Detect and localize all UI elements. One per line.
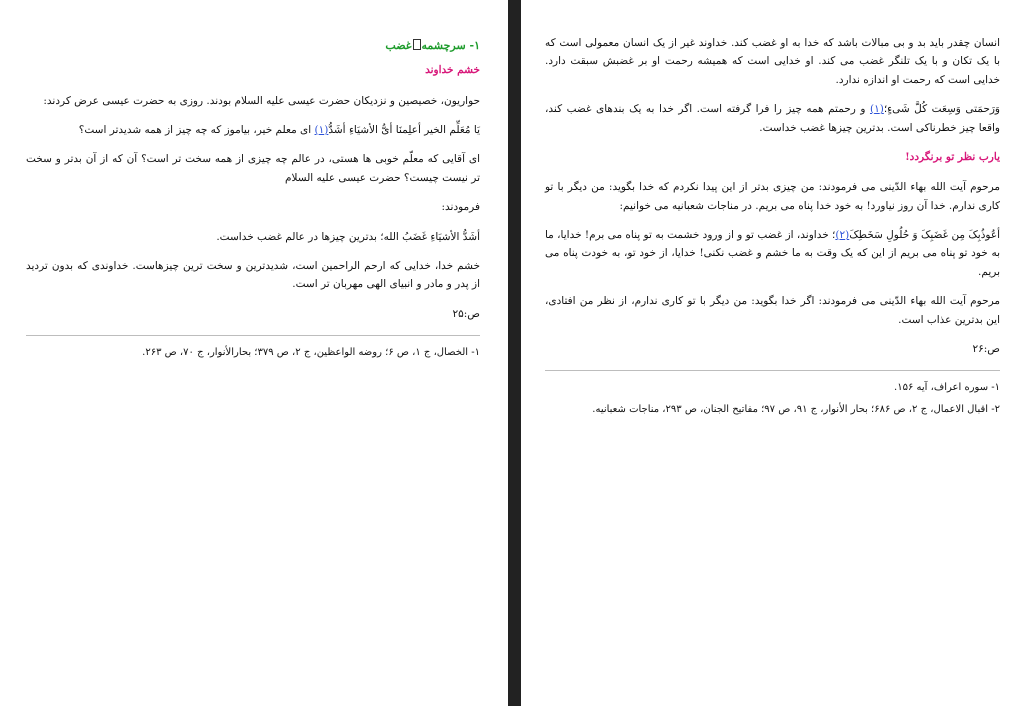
quran-quote: وَرَحمَتی وَسِعَت کُلَّ شَیءٍ؛ — [883, 103, 1001, 116]
left-page — [0, 0, 508, 706]
footnote: ۱- سوره اعراف، آیه ۱۵۶. — [894, 382, 1000, 394]
quote-translation: ای معلم خیر، بیاموز که چه چیز از همه شدیدتر است؟ — [78, 124, 312, 136]
paragraph: انسان چقدر باید بد و بی مبالات باشد که خدا به او غضب کند. خداوند غیر از یک انسان معمولی است که با یک تکان و با یک تلنگر غضب می کند. او خدایی است که همیشه رحمت او بر غضبش سبقت دارد. خدایی است که رحمت او اندازه ندارد. — [545, 37, 1000, 86]
heading-word: غضب — [385, 39, 412, 52]
missing-glyph-box — [413, 39, 421, 50]
paragraph: مرحوم آیت الله بهاء الدّینی می فرمودند: من چیزی بدتر از این پیدا نکردم که خدا بگوید: من دیگر با تو کاری ندارم. خدا آن روز نیاورد! به خود خدا پناه می بریم. در مناجات شعبانیه می خوانیم: — [545, 181, 1000, 212]
dua-paragraph — [545, 226, 1000, 281]
footnote-ref-link[interactable]: (۱) — [869, 103, 884, 116]
paragraph: حواریون، خصیصین و نزدیکان حضرت عیسی علیه السلام بودند. روزی به حضرت عیسی عرض کردند: — [43, 94, 480, 107]
chapter-heading — [26, 36, 480, 55]
page-gutter — [508, 0, 521, 706]
quran-quote-paragraph — [545, 100, 1000, 137]
footnote: ۲- اقبال الاعمال، ج ۲، ص ۶۸۶؛ بحار الأنوار، ج ۹۱، ص ۹۷؛ مفاتیح الجنان، ص ۲۹۳، مناجات شعبانیه. — [592, 403, 1000, 415]
quote-translation: و رحمتم همه چیز را فرا گرفته است. اگر خدا به یک بندهای غضب کند، واقعا چیز خطرناکی است. بدترین چیزها غضب خداست. — [545, 103, 1000, 134]
page-number: ص:۲۵ — [452, 307, 480, 320]
heading-number: ۱- سرچشمه — [421, 39, 480, 52]
paragraph: فرمودند: — [441, 201, 480, 214]
paragraph: ای آقایی که معلّم خوبی ها هستی، در عالم چه چیزی از همه سخت تر است؟ آن که از آن بدتر و سخت تر نیست چیست؟ حضرت عیسی علیه السلام — [26, 153, 480, 184]
paragraph: أشَدُّ الأشیَاءِ غَضَبُ الله؛ بدترین چیزها در عالم غضب خداست. — [216, 230, 480, 243]
right-page — [521, 0, 1024, 706]
paragraph: خشم خدا، خدایی که ارحم الراحمین است، شدیدترین و سخت ترین چیزهاست. خداوندی که بدون تردید از پدر و مادر و انبیای الهی مهربان تر است. — [26, 259, 480, 291]
footnote-divider — [26, 335, 480, 336]
dua-translation: ؛ خداوند، از غضب تو و از ورود خشمت به تو پناه می برم! خدایا، ما به خود تو پناه می بریم از این که یک وقت به ما خشم و غضب نکنی! خدایا، از خود تو، به خودت پناه می بریم. — [544, 229, 1000, 278]
arabic-dua: أعُوذُبِکَ مِن غَضَبِکَ وَ حُلُولِ سَخَطِکَ — [849, 229, 1000, 241]
footnote: ۱- الخصال، ج ۱، ص ۶؛ روضه الواعظین، ج ۲، ص ۳۷۹؛ بحارالأنوار، ج ۷۰، ص ۲۶۳. — [142, 347, 480, 358]
footnote-ref-link[interactable]: (۱) — [314, 124, 329, 136]
section-heading: یارب نظر تو برنگردد! — [905, 150, 1000, 163]
paragraph: مرحوم آیت الله بهاء الدّینی می فرمودند: اگر خدا بگوید: من دیگر با تو کاری ندارم، از نظر من افتادی، این بدترین عذاب است. — [545, 295, 1000, 326]
footnote-ref-link[interactable]: (۲) — [835, 229, 850, 241]
section-subheading: خشم خداوند — [425, 64, 480, 77]
footnote-divider — [545, 370, 1000, 371]
arabic-quote-paragraph — [26, 121, 480, 139]
arabic-quote: یَا مُعَلِّم الخیر أعلِمنَا أیُّ الأشیَاءِ أشَدُّ — [328, 124, 480, 136]
page-number: ص:۲۶ — [972, 342, 1000, 355]
